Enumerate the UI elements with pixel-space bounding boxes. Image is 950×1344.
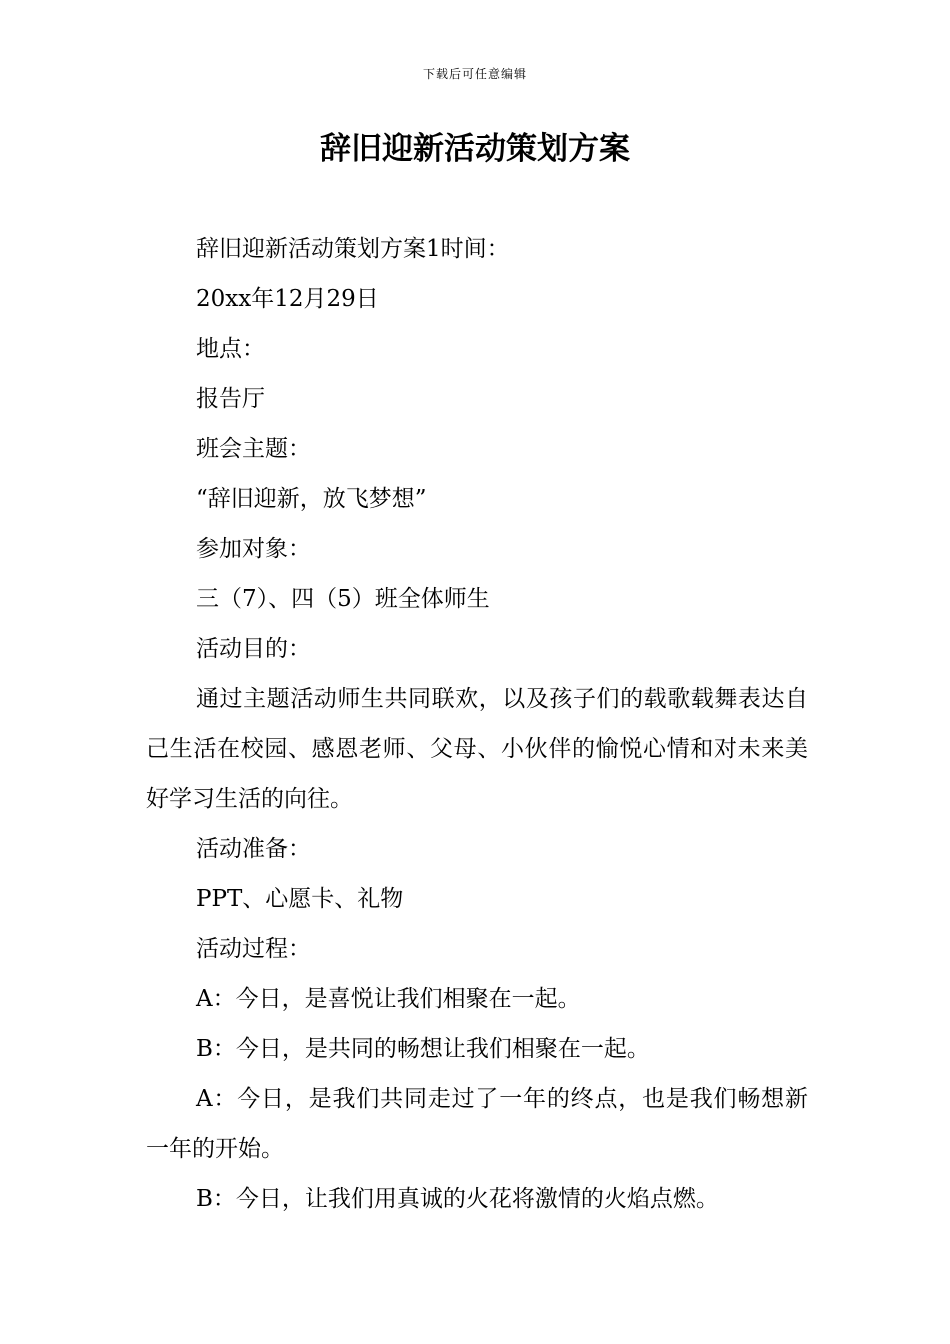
document-title: 辞旧迎新活动策划方案 — [320, 131, 630, 167]
paragraph-preparation-label: 活动准备： — [196, 836, 311, 862]
paragraph-date: 20xx年12月29日 — [196, 286, 379, 312]
paragraph-dialogue-b2: B：今日，让我们用真诚的火花将激情的火焰点燃。 — [196, 1186, 719, 1212]
paragraph-participants-label: 参加对象： — [196, 536, 311, 562]
paragraph-purpose: 通过主题活动师生共同联欢，以及孩子们的载歌载舞表达自己生活在校园、感恩老师、父母、小伙伴的愉悦心情和对未来美好学习生活的向往。 — [146, 686, 808, 812]
paragraph-dialogue-a1: A：今日，是喜悦让我们相聚在一起。 — [196, 986, 581, 1012]
paragraph-theme-label: 班会主题： — [196, 436, 311, 462]
paragraph-participants: 三（7）、四（5）班全体师生 — [196, 586, 490, 612]
paragraph-plan-time: 辞旧迎新活动策划方案1时间： — [196, 236, 510, 262]
paragraph-location: 报告厅 — [196, 386, 265, 412]
paragraph-theme: “辞旧迎新，放飞梦想” — [196, 486, 427, 512]
paragraph-dialogue-b1: B：今日，是共同的畅想让我们相聚在一起。 — [196, 1036, 650, 1062]
paragraph-preparation: PPT、心愿卡、礼物 — [196, 886, 404, 912]
paragraph-purpose-label: 活动目的： — [196, 636, 311, 662]
paragraph-location-label: 地点： — [196, 336, 265, 362]
document-body — [146, 224, 808, 1224]
paragraph-dialogue-a2: A：今日，是我们共同走过了一年的终点，也是我们畅想新一年的开始。 — [146, 1086, 808, 1162]
paragraph-process-label: 活动过程： — [196, 936, 311, 962]
header-note: 下载后可任意编辑 — [422, 67, 527, 81]
